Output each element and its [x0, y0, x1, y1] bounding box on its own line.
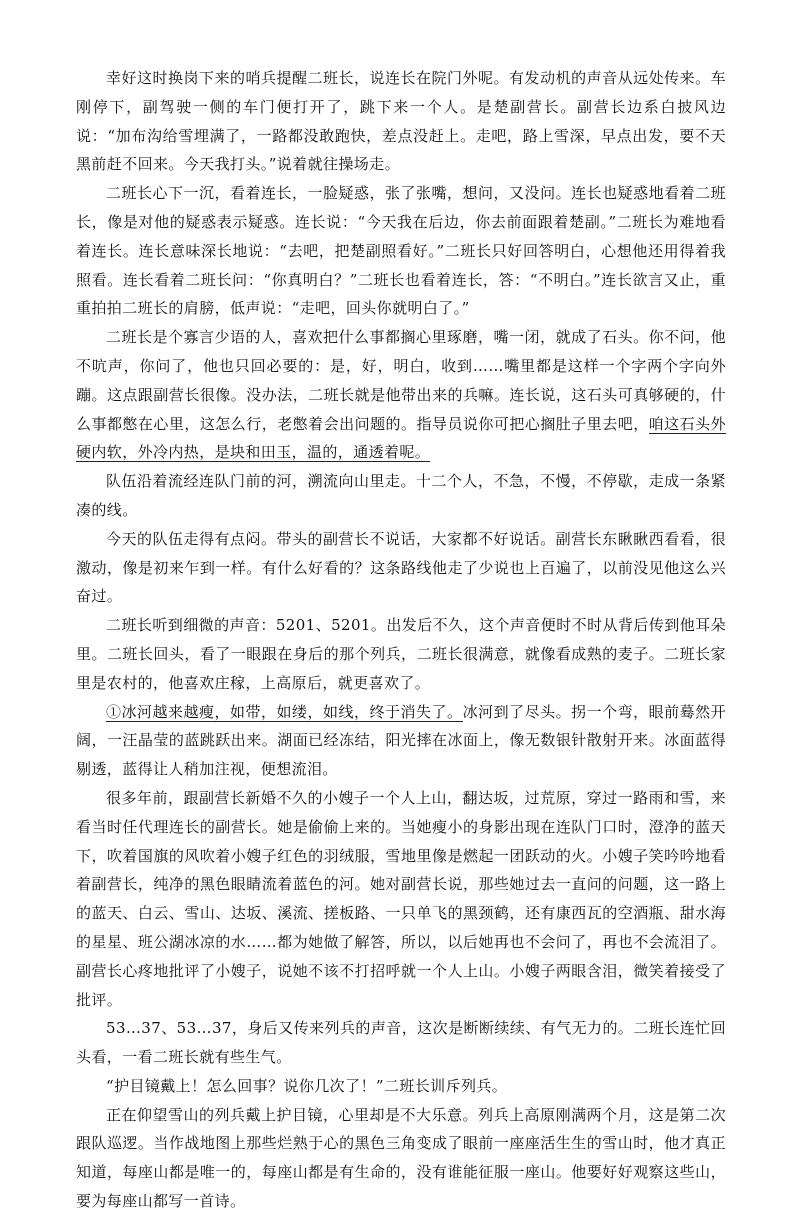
text-run: 冰河到了尽头。拐一个弯，眼前蓦然开阔，一汪晶莹的蓝跳跃出来。湖面已经冻结，阳光摔在冰面上，像无数银针散射开来。冰面蓝得剔透，蓝得让人稍加注视，便想流泪。 [76, 702, 726, 779]
paragraph [76, 698, 726, 784]
text-run: 53…37、53…37，身后又传来列兵的声音，这次是断断续续、有气无力的。二班长连忙回头看，一看二班长就有些生气。 [76, 1019, 726, 1067]
paragraph [76, 467, 726, 525]
text-run: 正在仰望雪山的列兵戴上护目镜，心里却是不大乐意。列兵上高原刚满两个月，这是第二次跟队巡逻。当作战地图上那些烂熟于心的黑色三角变成了眼前一座座活生生的雪山时，他才真正知道，每座山都是唯一的，每座山都是有生命的，没有谁能征服一座山。他要好好观察这些山，要为每座山都写一首诗。 [76, 1105, 726, 1211]
underlined-sentence: 咱这石头外硬内软，外冷内热，是块和田玉，温的，通透着呢。 [76, 414, 726, 462]
text-run: 二班长心下一沉，看着连长，一脸疑惑，张了张嘴，想问，又没问。连长也疑惑地看着二班长，像是对他的疑惑表示疑惑。连长说：“今天我在后边，你去前面跟着楚副。”二班长为难地看着连长。连长意味深长地说：“去吧，把楚副照看好。”二班长只好回答明白，心想他还用得着我照看。连长看着二班长问：“你真明白？”二班长也看着连长，答：“不明白。”连长欲言又止，重重拍拍二班长的肩膀，低声说：“走吧，回头你就明白了。” [76, 184, 726, 318]
paragraph [76, 1014, 726, 1072]
paragraph [76, 1072, 726, 1101]
paragraph [76, 784, 726, 1014]
paragraph [76, 525, 726, 611]
underlined-sentence: ①冰河越来越瘦，如带，如缕，如线，终于消失了。 [106, 702, 463, 721]
text-run: 队伍沿着流经连队门前的河，溯流向山里走。十二个人，不急，不慢，不停歇，走成一条紧凑的线。 [76, 472, 726, 519]
paragraph [76, 611, 726, 697]
paragraph [76, 1101, 726, 1216]
text-run: 很多年前，跟副营长新婚不久的小嫂子一个人上山，翻达坂，过荒原，穿过一路雨和雪，来看当时任代理连长的副营长。她是偷偷上来的。当她瘦小的身影出现在连队门口时，澄净的蓝天下，吹着国旗的风吹着小嫂子红色的羽绒服，雪地里像是燃起一团跃动的火。小嫂子笑吟吟地看着副营长，纯净的黑色眼睛流着蓝色的河。她对副营长说，那些她过去一直问的问题，这一路上的蓝天、白云、雪山、达坂、溪流、搓板路、一只单飞的黑颈鹤，还有康西瓦的空酒瓶、甜水海的星星、班公湖冰凉的水……都为她做了解答，所以，以后她再也不会问了，再也不会流泪了。副营长心疼地批评了小嫂子，说她不该不打招呼就一个人上山。小嫂子两眼含泪，微笑着接受了批评。 [76, 788, 726, 1009]
paragraph [76, 323, 726, 467]
text-run: 二班长是个寡言少语的人，喜欢把什么事都搁心里琢磨，嘴一闭，就成了石头。你不问，他不吭声，你问了，他也只回必要的：是，好，明白，收到……嘴里都是这样一个字两个字向外蹦。这点跟副营长很像。没办法，二班长就是他带出来的兵嘛。连长说，这石头可真够硬的，什么事都憋在心里，这怎么行，老憋着会出问题的。指导员说你可把心搁肚子里去吧， [76, 328, 726, 433]
paragraph [76, 179, 726, 323]
paragraph [76, 64, 726, 179]
text-run: 二班长听到细微的声音：5201、5201。出发后不久，这个声音便时不时从背后传到他耳朵里。二班长回头，看了一眼跟在身后的那个列兵，二班长很满意，就像看成熟的麦子。二班长家里是农村的，他喜欢庄稼，上高原后，就更喜欢了。 [76, 616, 726, 692]
text-run: “护目镜戴上！怎么回事？说你几次了！”二班长训斥列兵。 [106, 1076, 508, 1095]
article-body [76, 64, 726, 1216]
text-run: 今天的队伍走得有点闷。带头的副营长不说话，大家都不好说话。副营长东瞅瞅西看看，很激动，像是初来乍到一样。有什么好看的？这条路线他走了少说也上百遍了，以前没见他这么兴奋过。 [76, 529, 726, 606]
text-run: 幸好这时换岗下来的哨兵提醒二班长，说连长在院门外呢。有发动机的声音从远处传来。车刚停下，副驾驶一侧的车门便打开了，跳下来一个人。是楚副营长。副营长边系白披风边说：“加布沟给雪埋满了，一路都没敢跑快，差点没赶上。走吧，路上雪深，早点出发，要不天黑前赶不回来。今天我打头。”说着就往操场走。 [76, 69, 726, 174]
